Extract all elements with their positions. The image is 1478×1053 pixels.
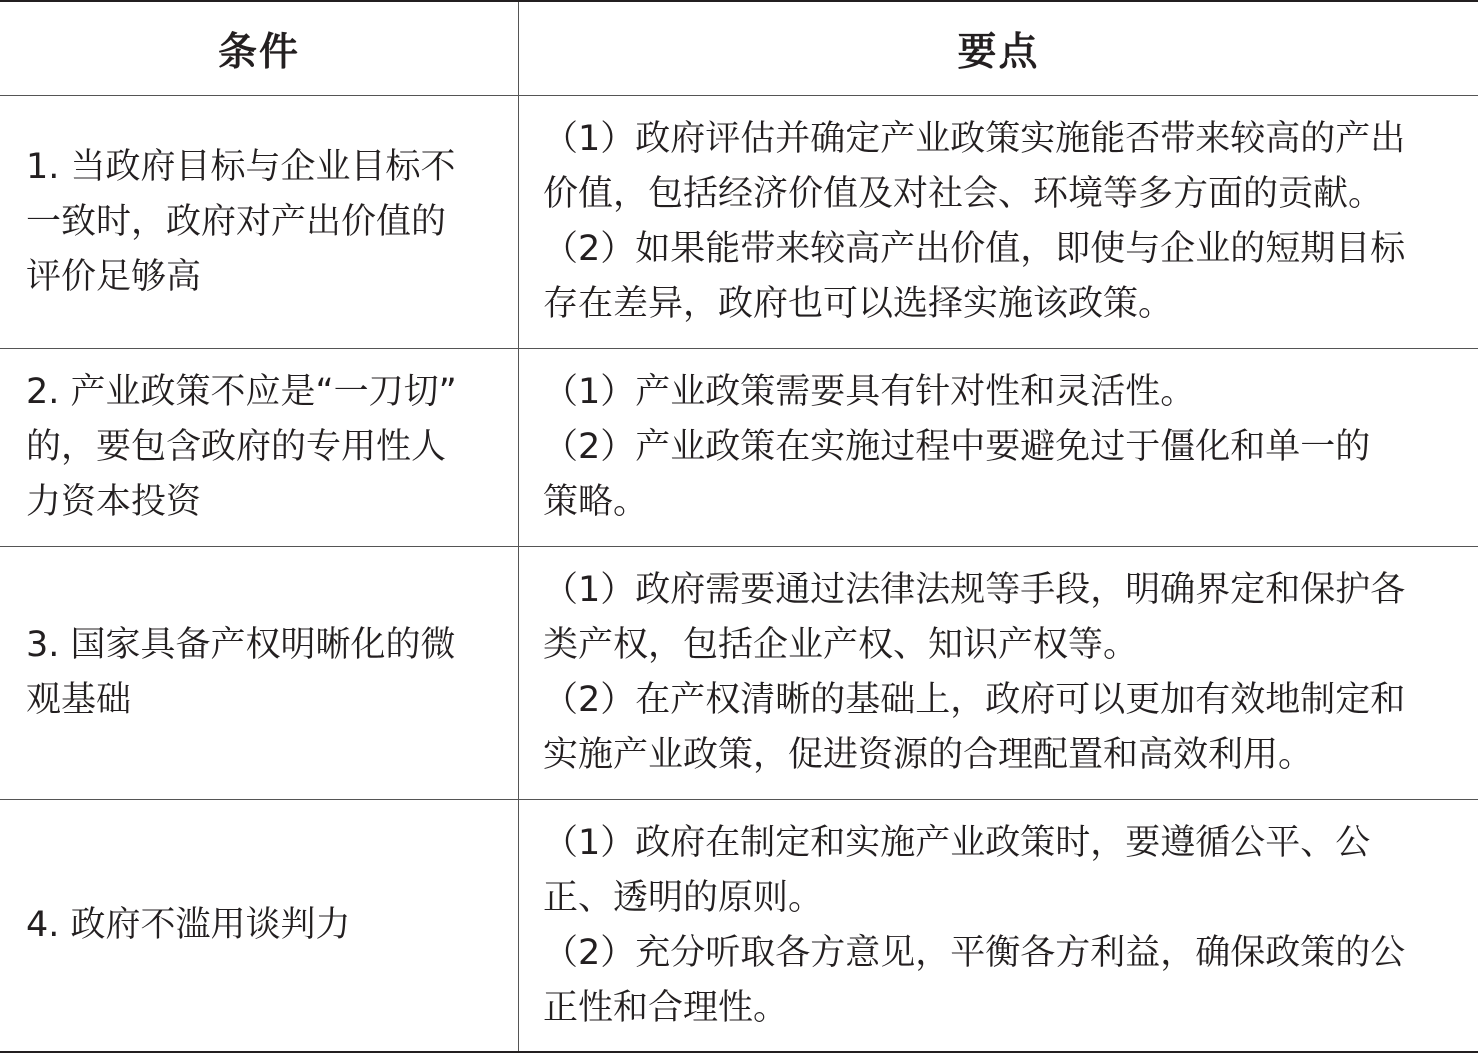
table-row — [0, 799, 1478, 1051]
condition-text: 3. 国家具备产权明晰化的微 观基础 — [26, 625, 456, 720]
points-cell — [519, 349, 1478, 546]
condition-text: 1. 当政府目标与企业目标不 一致时，政府对产出价值的 评价足够高 — [26, 146, 456, 297]
table-row — [0, 348, 1478, 546]
condition-cell — [0, 800, 519, 1051]
header-condition — [0, 2, 519, 95]
points-list — [519, 816, 1419, 1036]
point-item: （2）在产权清晰的基础上，政府可以更加有效地制定和 实施产业政策，促进资源的合理配置和高效利用。 — [543, 680, 1406, 775]
header-key-points-label: 要点 — [957, 29, 1040, 75]
point-item: （1）政府在制定和实施产业政策时，要遵循公平、公 正、透明的原则。 — [543, 822, 1371, 918]
header-condition-label: 条件 — [217, 29, 300, 75]
point-item: （2）如果能带来较高产出价值，即使与企业的短期目标 存在差异，政府也可以选择实施该政策。 — [543, 229, 1406, 324]
points-cell — [519, 547, 1478, 799]
condition-cell — [0, 349, 519, 546]
table-row — [0, 546, 1478, 799]
point-item: （2）产业政策在实施过程中要避免过于僵化和单一的 策略。 — [543, 427, 1371, 522]
point-item: （2）充分听取各方意见，平衡各方利益，确保政策的公 正性和合理性。 — [543, 932, 1406, 1028]
condition-text: 4. 政府不滥用谈判力 — [26, 905, 351, 945]
point-item: （1）政府评估并确定产业政策实施能否带来较高的产出 价值，包括经济价值及对社会、环境等多方面的贡献。 — [543, 119, 1406, 214]
points-cell — [519, 96, 1478, 348]
condition-text: 2. 产业政策不应是“一刀切” 的，要包含政府的专用性人 力资本投资 — [26, 372, 457, 522]
table-row — [0, 95, 1478, 348]
condition-cell — [0, 547, 519, 799]
table-header-row — [0, 2, 1478, 95]
header-key-points — [519, 2, 1478, 95]
point-item: （1）政府需要通过法律法规等手段，明确界定和保护各 类产权，包括企业产权、知识产权等。 — [543, 570, 1406, 665]
points-cell — [519, 800, 1478, 1051]
points-list — [519, 365, 1384, 530]
condition-cell — [0, 96, 519, 348]
points-list — [519, 112, 1419, 332]
points-list — [519, 563, 1419, 783]
point-item: （1）产业政策需要具有针对性和灵活性。 — [543, 372, 1196, 412]
